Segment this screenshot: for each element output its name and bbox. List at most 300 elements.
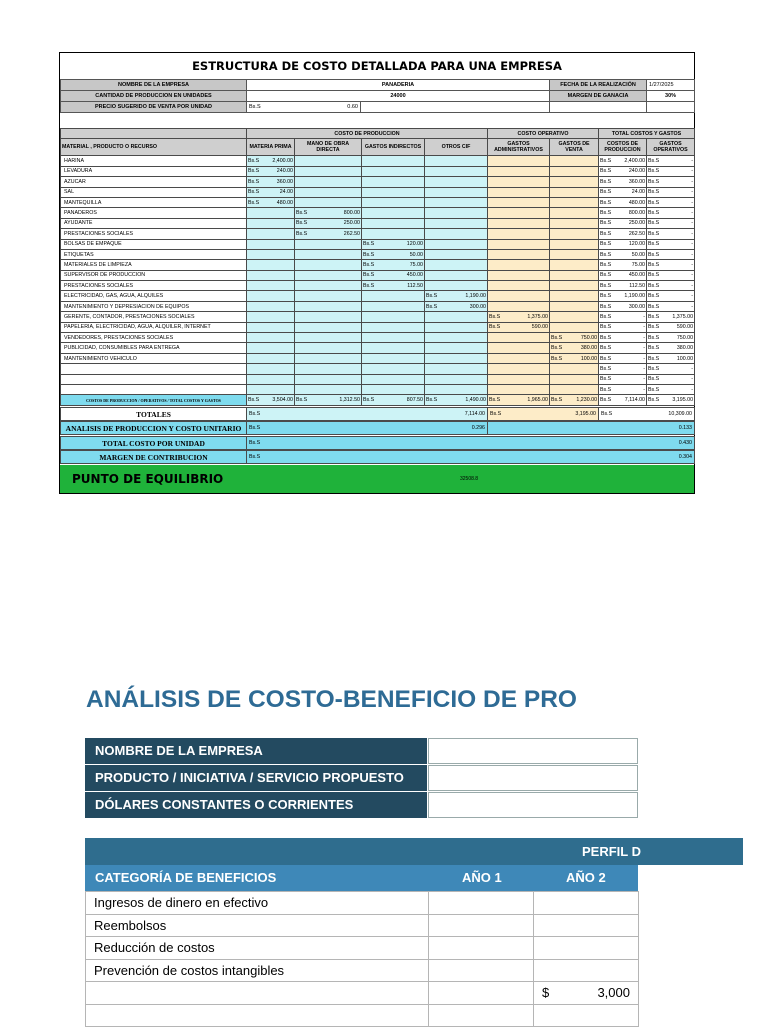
- total-operating-cell[interactable]: Bs.S 380.00: [647, 343, 695, 353]
- benefit-category: [86, 982, 429, 1005]
- production-cell[interactable]: [295, 166, 362, 176]
- total-operating-cell[interactable]: Bs.S 100.00: [647, 353, 695, 363]
- operating-cell[interactable]: [550, 166, 599, 176]
- empty-cell: [550, 102, 647, 113]
- total-production-cell[interactable]: Bs.S 112.50: [599, 281, 647, 291]
- production-cell[interactable]: [295, 156, 362, 166]
- production-cell[interactable]: [295, 301, 362, 311]
- production-cell[interactable]: [362, 384, 425, 394]
- production-cell[interactable]: [425, 333, 488, 343]
- unit-analysis-label: ANALISIS DE PRODUCCION Y COSTO UNITARIO: [61, 422, 247, 435]
- production-cell[interactable]: Bs.S 480.00: [247, 197, 295, 207]
- row-label: BOLSAS DE EMPAQUE: [61, 239, 247, 249]
- production-cell[interactable]: Bs.S 112.50: [362, 281, 425, 291]
- production-cell[interactable]: [362, 291, 425, 301]
- total-production-cell[interactable]: Bs.S -: [599, 364, 647, 374]
- production-cell[interactable]: [295, 177, 362, 187]
- production-cell[interactable]: Bs.S 24.00: [247, 187, 295, 197]
- production-cell[interactable]: [247, 291, 295, 301]
- sum-cell: Bs.S 1,312.50: [295, 395, 362, 405]
- production-cell[interactable]: [247, 312, 295, 322]
- production-cell[interactable]: [295, 343, 362, 353]
- price-label: PRECIO SUGERIDO DE VENTA POR UNIDAD: [61, 102, 247, 113]
- date-value[interactable]: 1/27/2025: [647, 80, 695, 91]
- production-cell[interactable]: [362, 177, 425, 187]
- total-operating-cell[interactable]: Bs.S 1,375.00: [647, 312, 695, 322]
- production-cell[interactable]: [247, 322, 295, 332]
- total-operating-cell[interactable]: Bs.S -: [647, 229, 695, 239]
- production-cell[interactable]: [425, 177, 488, 187]
- operating-cell[interactable]: [488, 229, 550, 239]
- production-cell[interactable]: [247, 270, 295, 280]
- total-production-cell[interactable]: Bs.S 300.00: [599, 301, 647, 311]
- production-cell[interactable]: [247, 301, 295, 311]
- year-1-cell[interactable]: [429, 982, 534, 1005]
- operating-cell[interactable]: [550, 364, 599, 374]
- row-label: GERENTE, CONTADOR, PRESTACIONES SOCIALES: [61, 312, 247, 322]
- unit-analysis-operating: 0.133: [488, 422, 695, 435]
- operating-cell[interactable]: [488, 281, 550, 291]
- total-operating-cell[interactable]: Bs.S -: [647, 208, 695, 218]
- operating-cell[interactable]: [488, 301, 550, 311]
- production-cell[interactable]: [247, 333, 295, 343]
- production-cell[interactable]: [295, 291, 362, 301]
- sum-row: [61, 395, 695, 405]
- total-operating-cell[interactable]: Bs.S -: [647, 384, 695, 394]
- production-cell[interactable]: [362, 364, 425, 374]
- currency-input[interactable]: [428, 792, 638, 818]
- operating-cell[interactable]: [488, 270, 550, 280]
- production-cell[interactable]: Bs.S 360.00: [247, 177, 295, 187]
- operating-cell[interactable]: [550, 270, 599, 280]
- production-cell[interactable]: [362, 374, 425, 384]
- row-label: PANADEROS: [61, 208, 247, 218]
- production-cell[interactable]: [247, 374, 295, 384]
- break-even-value: 32508.8: [460, 476, 479, 482]
- total-production-cell[interactable]: Bs.S 75.00: [599, 260, 647, 270]
- row-label: MATERIALES DE LIMPIEZA: [61, 260, 247, 270]
- benefit-category: Ingresos de dinero en efectivo: [86, 892, 429, 915]
- production-cell[interactable]: [425, 270, 488, 280]
- production-cell[interactable]: [362, 187, 425, 197]
- production-cell[interactable]: [425, 260, 488, 270]
- unit-analysis-row: [60, 421, 695, 435]
- operating-cell[interactable]: [488, 353, 550, 363]
- column-header: MATERIAL , PRODUCTO O RECURSO: [61, 139, 247, 156]
- total-production-cell[interactable]: Bs.S 120.00: [599, 239, 647, 249]
- cost-row: [61, 312, 695, 322]
- production-cell[interactable]: [295, 312, 362, 322]
- operating-cell[interactable]: [550, 260, 599, 270]
- production-cell[interactable]: [362, 312, 425, 322]
- operating-cell[interactable]: [488, 166, 550, 176]
- unit-cost-value: Bs.S 0.430: [247, 437, 695, 450]
- production-cell[interactable]: Bs.S 300.00: [425, 301, 488, 311]
- benefits-table: [85, 891, 639, 1027]
- row-label: AYUDANTE: [61, 218, 247, 228]
- production-cell[interactable]: Bs.S 50.00: [362, 249, 425, 259]
- production-cell[interactable]: [295, 384, 362, 394]
- operating-cell[interactable]: [488, 177, 550, 187]
- break-even-label: PUNTO DE EQUILIBRIO: [72, 472, 224, 486]
- production-cell[interactable]: [247, 260, 295, 270]
- total-operating-cell[interactable]: Bs.S -: [647, 187, 695, 197]
- benefit-row: [86, 937, 639, 960]
- total-production-cell[interactable]: Bs.S 450.00: [599, 270, 647, 280]
- row-label: PUBLICIDAD, CONSUMIBLES PARA ENTREGA: [61, 343, 247, 353]
- row-label: AZUCAR: [61, 177, 247, 187]
- production-cell[interactable]: [425, 239, 488, 249]
- cost-row: [61, 218, 695, 228]
- year-2-cell[interactable]: [534, 937, 639, 960]
- production-cell[interactable]: [425, 166, 488, 176]
- operating-cell[interactable]: [488, 208, 550, 218]
- production-cell[interactable]: [295, 353, 362, 363]
- total-operating-cell[interactable]: Bs.S -: [647, 166, 695, 176]
- column-header: MANO DE OBRA DIRECTA: [295, 139, 362, 156]
- total-production-cell[interactable]: Bs.S -: [599, 322, 647, 332]
- cost-row: [61, 333, 695, 343]
- product-input[interactable]: [428, 765, 638, 791]
- production-cell[interactable]: [295, 364, 362, 374]
- operating-cell[interactable]: [550, 177, 599, 187]
- production-cell[interactable]: [295, 281, 362, 291]
- production-cell[interactable]: [295, 333, 362, 343]
- sum-cell: Bs.S 1,490.00: [425, 395, 488, 405]
- production-cell[interactable]: [425, 364, 488, 374]
- production-cell[interactable]: [362, 197, 425, 207]
- benefit-category-header: CATEGORÍA DE BENEFICIOS: [95, 870, 277, 885]
- production-cell[interactable]: [425, 218, 488, 228]
- company-name-value[interactable]: PANADERIA: [247, 80, 550, 91]
- total-production-cell[interactable]: Bs.S 262.50: [599, 229, 647, 239]
- production-cell[interactable]: [425, 343, 488, 353]
- contribution-margin-value: Bs.S 0.304: [247, 451, 695, 464]
- production-cell[interactable]: [247, 281, 295, 291]
- benefit-row: [86, 959, 639, 982]
- benefit-row: [86, 982, 639, 1005]
- operating-cell[interactable]: [488, 333, 550, 343]
- totals-grand: Bs.S 10,309.00: [599, 408, 695, 421]
- unit-cost-row: [60, 436, 695, 450]
- production-cell[interactable]: [362, 156, 425, 166]
- operating-cell[interactable]: [550, 249, 599, 259]
- cost-row: [61, 322, 695, 332]
- total-operating-cell[interactable]: Bs.S -: [647, 156, 695, 166]
- operating-cell[interactable]: Bs.S 750.00: [550, 333, 599, 343]
- operating-cell[interactable]: [550, 312, 599, 322]
- production-cell[interactable]: [425, 384, 488, 394]
- cost-row: [61, 374, 695, 384]
- sum-row-label: COSTOS DE PRODUCCION / OPERATIVOS / TOTAL COSTOS Y GASTOS: [61, 395, 247, 405]
- total-production-cell[interactable]: Bs.S 800.00: [599, 208, 647, 218]
- total-operating-cell[interactable]: Bs.S 750.00: [647, 333, 695, 343]
- total-production-cell[interactable]: Bs.S -: [599, 312, 647, 322]
- total-operating-cell[interactable]: Bs.S -: [647, 218, 695, 228]
- operating-cell[interactable]: [488, 384, 550, 394]
- production-cell[interactable]: [295, 197, 362, 207]
- row-label: MANTEQUILLA: [61, 197, 247, 207]
- sum-cell: Bs.S 807.50: [362, 395, 425, 405]
- operating-cell[interactable]: [488, 239, 550, 249]
- benefits-header: [85, 865, 638, 891]
- production-cell[interactable]: [295, 374, 362, 384]
- production-cell[interactable]: [425, 312, 488, 322]
- operating-cell[interactable]: [550, 239, 599, 249]
- total-production-cell[interactable]: Bs.S 1,190.00: [599, 291, 647, 301]
- cost-row: [61, 291, 695, 301]
- total-production-cell[interactable]: Bs.S -: [599, 384, 647, 394]
- production-cell[interactable]: Bs.S 450.00: [362, 270, 425, 280]
- year-2-cell[interactable]: $ 3,000: [534, 982, 639, 1005]
- sheet-title: ESTRUCTURA DE COSTO DETALLADA PARA UNA EMPRESA: [60, 53, 694, 80]
- production-cell[interactable]: [425, 197, 488, 207]
- sum-cell: Bs.S 1,965.00: [488, 395, 550, 405]
- production-cell[interactable]: [362, 208, 425, 218]
- production-cell[interactable]: [295, 270, 362, 280]
- production-cell[interactable]: Bs.S 75.00: [362, 260, 425, 270]
- production-cell[interactable]: [247, 384, 295, 394]
- production-cell[interactable]: [425, 187, 488, 197]
- operating-cell[interactable]: [550, 301, 599, 311]
- operating-cell[interactable]: [550, 374, 599, 384]
- row-label: SAL: [61, 187, 247, 197]
- operating-cell[interactable]: [550, 281, 599, 291]
- production-cell[interactable]: [425, 374, 488, 384]
- cost-row: [61, 166, 695, 176]
- production-cell[interactable]: Bs.S 250.00: [295, 218, 362, 228]
- production-cell[interactable]: [247, 229, 295, 239]
- row-label: [61, 374, 247, 384]
- production-cell[interactable]: [295, 260, 362, 270]
- cost-row: [61, 301, 695, 311]
- operating-cell[interactable]: [550, 187, 599, 197]
- operating-cell[interactable]: [488, 291, 550, 301]
- profile-header-text: PERFIL D: [582, 844, 641, 859]
- column-header: GASTOS OPERATIVOS: [647, 139, 695, 156]
- production-cell[interactable]: Bs.S 1,190.00: [425, 291, 488, 301]
- cost-row: [61, 260, 695, 270]
- operating-cell[interactable]: Bs.S 590.00: [488, 322, 550, 332]
- total-operating-cell[interactable]: Bs.S 590.00: [647, 322, 695, 332]
- year-2-cell[interactable]: [534, 959, 639, 982]
- cost-row: [61, 364, 695, 374]
- operating-cell[interactable]: [550, 197, 599, 207]
- operating-cell[interactable]: [488, 260, 550, 270]
- year-1-cell[interactable]: [429, 892, 534, 915]
- production-cell[interactable]: [247, 218, 295, 228]
- company-name-label: NOMBRE DE LA EMPRESA: [61, 80, 247, 91]
- production-cell[interactable]: [247, 249, 295, 259]
- company-name-input[interactable]: [428, 738, 638, 764]
- production-cell[interactable]: [362, 353, 425, 363]
- column-header: MATERIA PRIMA: [247, 139, 295, 156]
- production-cell[interactable]: [425, 249, 488, 259]
- production-cell[interactable]: [362, 343, 425, 353]
- total-production-cell[interactable]: Bs.S 480.00: [599, 197, 647, 207]
- product-label: PRODUCTO / INICIATIVA / SERVICIO PROPUESTO: [85, 765, 427, 791]
- operating-cell[interactable]: [550, 218, 599, 228]
- benefit-row: [86, 914, 639, 937]
- benefit-category: Prevención de costos intangibles: [86, 959, 429, 982]
- row-label: [61, 364, 247, 374]
- total-operating-cell[interactable]: Bs.S -: [647, 291, 695, 301]
- operating-cell[interactable]: [550, 156, 599, 166]
- production-cell[interactable]: Bs.S 262.50: [295, 229, 362, 239]
- operating-cell[interactable]: [488, 187, 550, 197]
- totals-label: TOTALES: [61, 408, 247, 421]
- empty-header: [61, 129, 247, 139]
- production-cell[interactable]: [362, 322, 425, 332]
- total-operating-cell[interactable]: Bs.S -: [647, 260, 695, 270]
- cost-structure-sheet: [59, 52, 695, 494]
- production-cell[interactable]: [425, 229, 488, 239]
- production-cell[interactable]: [247, 343, 295, 353]
- operating-cell[interactable]: [488, 156, 550, 166]
- year-2-cell[interactable]: [534, 914, 639, 937]
- sum-cell: Bs.S 3,504.00: [247, 395, 295, 405]
- currency-label: DÓLARES CONSTANTES O CORRIENTES: [85, 792, 427, 818]
- total-production-cell[interactable]: Bs.S 50.00: [599, 249, 647, 259]
- cost-row: [61, 187, 695, 197]
- empty-cell: [361, 102, 550, 113]
- cost-row: [61, 197, 695, 207]
- benefit-row: [86, 1004, 639, 1027]
- total-operating-cell[interactable]: Bs.S -: [647, 270, 695, 280]
- production-cell[interactable]: Bs.S 2,400.00: [247, 156, 295, 166]
- operating-cell[interactable]: [550, 208, 599, 218]
- production-cell[interactable]: [425, 156, 488, 166]
- total-production-cell[interactable]: Bs.S 240.00: [599, 166, 647, 176]
- totals-operating: Bs.S 3,195.00: [488, 408, 599, 421]
- date-label: FECHA DE LA REALIZACIÓN: [550, 80, 647, 91]
- break-even-row: [60, 465, 694, 493]
- row-label: LEVADURA: [61, 166, 247, 176]
- total-operating-cell[interactable]: Bs.S -: [647, 177, 695, 187]
- production-cell[interactable]: [362, 229, 425, 239]
- benefit-category: Reducción de costos: [86, 937, 429, 960]
- cost-row: [61, 353, 695, 363]
- total-operating-cell[interactable]: Bs.S -: [647, 301, 695, 311]
- production-cell[interactable]: [425, 208, 488, 218]
- column-header: GASTOS DE VENTA: [550, 139, 599, 156]
- production-cell[interactable]: [295, 322, 362, 332]
- operating-cell[interactable]: [550, 229, 599, 239]
- production-cell[interactable]: [247, 364, 295, 374]
- production-cell[interactable]: Bs.S 240.00: [247, 166, 295, 176]
- sum-cell: Bs.S 3,195.00: [647, 395, 695, 405]
- totals-row: [60, 407, 695, 421]
- cost-row: [61, 270, 695, 280]
- operating-cell[interactable]: [488, 197, 550, 207]
- operating-cell[interactable]: [488, 218, 550, 228]
- total-production-cell[interactable]: Bs.S -: [599, 333, 647, 343]
- production-cell[interactable]: Bs.S 800.00: [295, 208, 362, 218]
- sum-cell: Bs.S 7,114.00: [599, 395, 647, 405]
- cost-breakdown-table: [60, 128, 695, 406]
- row-label: HARINA: [61, 156, 247, 166]
- year-2-cell[interactable]: [534, 1004, 639, 1027]
- total-operating-cell[interactable]: Bs.S -: [647, 374, 695, 384]
- production-cell[interactable]: [247, 208, 295, 218]
- quantity-label: CANTIDAD DE PRODUCCION EN UNIDADES: [61, 91, 247, 102]
- production-cell[interactable]: [295, 239, 362, 249]
- production-cell[interactable]: [362, 333, 425, 343]
- total-production-cell[interactable]: Bs.S -: [599, 343, 647, 353]
- column-header: GASTOS INDIRECTOS: [362, 139, 425, 156]
- quantity-value[interactable]: 24000: [247, 91, 550, 102]
- production-cell[interactable]: [247, 353, 295, 363]
- row-label: MANTENIMIENTO VEHICULO: [61, 353, 247, 363]
- production-cell[interactable]: [362, 301, 425, 311]
- row-label: SUPERVISOR DE PRODUCCION: [61, 270, 247, 280]
- totals-production: Bs.S 7,114.00: [247, 408, 488, 421]
- total-production-cell[interactable]: Bs.S -: [599, 353, 647, 363]
- cost-row: [61, 384, 695, 394]
- year-2-header: AÑO 2: [566, 870, 606, 885]
- cost-row: [61, 239, 695, 249]
- operating-cell[interactable]: [550, 291, 599, 301]
- total-production-cell[interactable]: Bs.S 360.00: [599, 177, 647, 187]
- total-operating-cell[interactable]: Bs.S -: [647, 239, 695, 249]
- benefit-row: [86, 892, 639, 915]
- production-cell[interactable]: [425, 281, 488, 291]
- operating-cell[interactable]: [488, 374, 550, 384]
- production-cell[interactable]: Bs.S 120.00: [362, 239, 425, 249]
- row-label: VENDEDORES, PRESTACIONES SOCIALES: [61, 333, 247, 343]
- total-production-cell[interactable]: Bs.S 250.00: [599, 218, 647, 228]
- column-header: OTROS CIF: [425, 139, 488, 156]
- operating-cell[interactable]: Bs.S 100.00: [550, 353, 599, 363]
- cost-row: [61, 177, 695, 187]
- operating-cell[interactable]: [550, 384, 599, 394]
- total-operating-cell[interactable]: Bs.S -: [647, 249, 695, 259]
- production-cell[interactable]: [362, 166, 425, 176]
- production-cell[interactable]: [295, 249, 362, 259]
- total-operating-cell[interactable]: Bs.S -: [647, 364, 695, 374]
- total-operating-cell[interactable]: Bs.S -: [647, 197, 695, 207]
- production-cell[interactable]: [247, 239, 295, 249]
- operating-cell[interactable]: Bs.S 380.00: [550, 343, 599, 353]
- year-1-cell[interactable]: [429, 959, 534, 982]
- production-cell[interactable]: [295, 187, 362, 197]
- production-cell[interactable]: [425, 322, 488, 332]
- year-1-cell[interactable]: [429, 914, 534, 937]
- operating-cost-group-header: COSTO OPERATIVO: [488, 129, 599, 139]
- production-cell[interactable]: [425, 353, 488, 363]
- year-1-header: AÑO 1: [462, 870, 502, 885]
- operating-cell[interactable]: [488, 249, 550, 259]
- total-operating-cell[interactable]: Bs.S -: [647, 281, 695, 291]
- row-label: PRESTACIONES SOCIALES: [61, 281, 247, 291]
- operating-cell[interactable]: [488, 343, 550, 353]
- profile-header-band: [85, 838, 743, 865]
- total-production-cell[interactable]: Bs.S -: [599, 374, 647, 384]
- operating-cell[interactable]: [488, 364, 550, 374]
- production-cell[interactable]: [362, 218, 425, 228]
- cost-row: [61, 281, 695, 291]
- margin-value[interactable]: 30%: [647, 91, 695, 102]
- price-value[interactable]: Bs.S 0.60: [247, 102, 361, 113]
- year-1-cell[interactable]: [429, 1004, 534, 1027]
- total-production-cell[interactable]: Bs.S 2,400.00: [599, 156, 647, 166]
- production-cost-group-header: COSTO DE PRODUCCION: [247, 129, 488, 139]
- total-production-cell[interactable]: Bs.S 24.00: [599, 187, 647, 197]
- operating-cell[interactable]: Bs.S 1,375.00: [488, 312, 550, 322]
- year-1-cell[interactable]: [429, 937, 534, 960]
- operating-cell[interactable]: [550, 322, 599, 332]
- year-2-cell[interactable]: [534, 892, 639, 915]
